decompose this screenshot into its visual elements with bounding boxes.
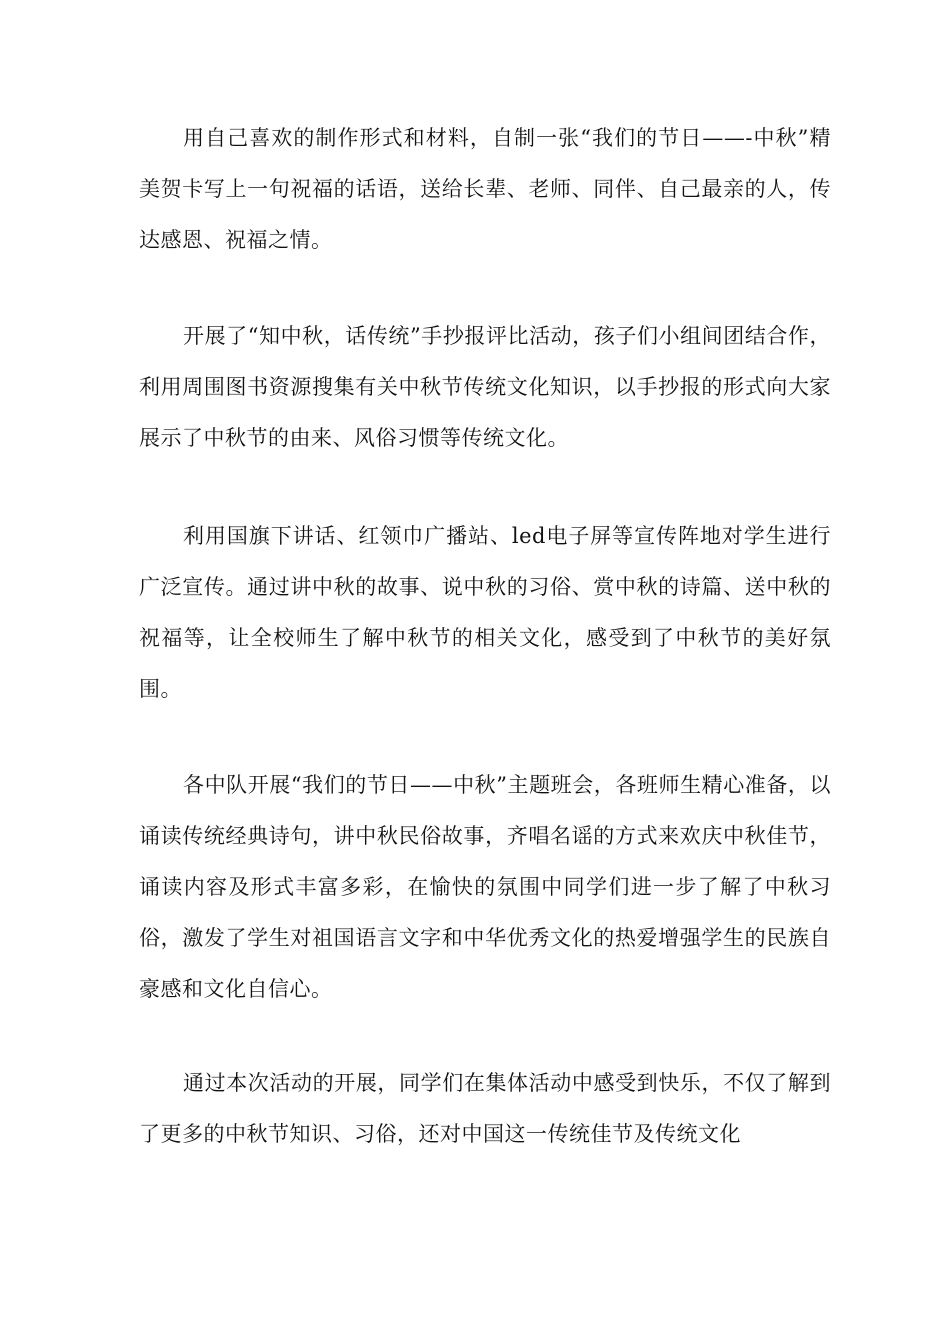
paragraph-summary: 通过本次活动的开展，同学们在集体活动中感受到快乐，不仅了解到了更多的中秋节知识、习俗，还对中国这一传统佳节及传统文化	[139, 1071, 831, 1146]
paragraph-class-meeting: 各中队开展“我们的节日——中秋”主题班会，各班师生精心准备，以诵读传统经典诗句，讲中秋民俗故事，齐唱名谣的方式来欢庆中秋佳节，诵读内容及形式丰富多彩，在愉快的氛围中同学们进一步了解了中秋习俗，激发了学生对祖国语言文字和中华优秀文化的热爱增强学生的民族自豪感和文化自信心。	[139, 773, 831, 1001]
paragraph-publicity: 利用国旗下讲话、红领巾广播站、led电子屏等宣传阵地对学生进行广泛宣传。通过讲中秋的故事、说中秋的习俗、赏中秋的诗篇、送中秋的祝福等，让全校师生了解中秋节的相关文化，感受到了中秋节的美好氛围。	[139, 524, 831, 701]
paragraph-handwritten-newspaper: 开展了“知中秋，话传统”手抄报评比活动，孩子们小组间团结合作，利用周围图书资源搜集有关中秋节传统文化知识，以手抄报的形式向大家展示了中秋节的由来、风俗习惯等传统文化。	[139, 324, 831, 450]
paragraph-greeting-card: 用自己喜欢的制作形式和材料，自制一张“我们的节日——-中秋”精美贺卡写上一句祝福的话语，送给长辈、老师、同伴、自己最亲的人，传达感恩、祝福之情。	[139, 126, 831, 252]
